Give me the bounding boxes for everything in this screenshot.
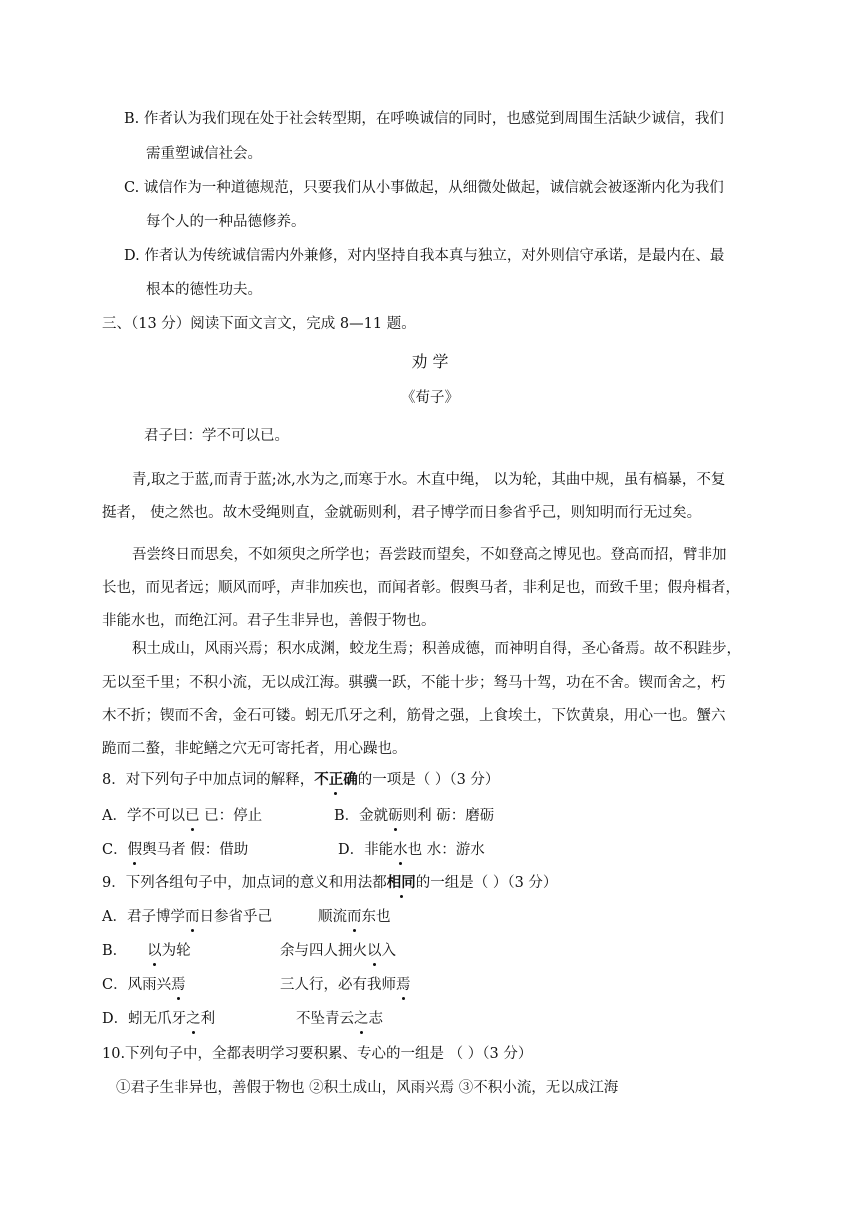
option-c-line-1: C. 诚信作为一种道德规范，只要我们从小事做起，从细微处做起，诚信就会被逐渐内化为我们 [124, 180, 724, 196]
option-text: 不坠青云 [296, 1011, 354, 1027]
option-text: 顺流 [318, 909, 347, 925]
paragraph-4-line-3: 木不折；锲而不舍，金石可镂。蚓无爪牙之利，筋骨之强，上食埃土，下饮黄泉，用心一也。蟹六 [102, 708, 726, 724]
paragraph-3-line-1: 吾尝终日而思矣，不如须臾之所学也；吾尝跂而望矣，不如登高之博见也。登高而招，臂非加 [132, 547, 727, 563]
question-8 [102, 770, 499, 790]
option-d-line-1: D. 作者认为传统诚信需内外兼修，对内坚持自我本真与独立，对外则信守承诺，是最内在、最 [124, 248, 725, 264]
question-9-text-a: 9．下列各组句子中，加点词的意义和用法都 [102, 875, 387, 891]
question-10: 10.下列句子中，全都表明学习要积累、专心的一组是 （ ）（3 分） [102, 1046, 533, 1062]
option-text: D．非能 [338, 842, 394, 858]
dotted-word: 而 [347, 909, 362, 925]
question-9 [102, 873, 557, 893]
dotted-word: 以 [147, 943, 162, 959]
dotted-word: 焉 [396, 977, 411, 993]
passage-author: 《荀子》 [401, 390, 459, 406]
question-8-emphasis: 不正确 [314, 771, 358, 788]
question-9-emphasis: 相同 [386, 874, 416, 891]
question-9-option-a-left [102, 907, 272, 927]
option-c-line-2: 每个人的一种品德修养。 [146, 214, 306, 230]
option-b-line-1: B. 作者认为我们现在处于社会转型期，在呼唤诚信的同时，也感觉到周围生活缺少诚信，我们 [124, 111, 724, 127]
paragraph-4-line-1: 积土成山，风雨兴焉；积水成渊，蛟龙生焉；积善成德，而神明自得，圣心备焉。故不积跬步， [132, 641, 741, 657]
question-9-option-c-right [280, 975, 411, 995]
paragraph-4-line-4: 跪而二螯，非蛇鳝之穴无可寄托者，用心躁也。 [102, 741, 407, 757]
option-text: 日参省乎己 [199, 909, 272, 925]
option-text: 东也 [361, 909, 391, 925]
paragraph-1: 君子曰：学不可以已。 [144, 428, 289, 444]
option-text: A．君子博学 [102, 909, 185, 925]
dotted-word: 之 [186, 1011, 201, 1027]
question-9-option-c-left [102, 975, 186, 995]
paragraph-2-line-2: 挺者， 使之然也。故木受绳则直，金就砺则利，君子博学而日参省乎己，则知明而行无过矣。 [102, 505, 702, 521]
option-text: A．学不可以 [102, 808, 185, 824]
option-text: 余与四人拥火 [280, 943, 367, 959]
option-text: 志 [368, 1011, 383, 1027]
dotted-word: 假 [127, 842, 143, 858]
dotted-word: 之 [354, 1011, 369, 1027]
question-9-option-b-left [102, 941, 191, 961]
question-8-text-c: 的一项是（ ）（3 分） [357, 772, 500, 788]
question-9-option-b-right [280, 941, 396, 961]
question-8-option-d [338, 840, 485, 860]
question-9-option-a-right [318, 907, 391, 927]
section-3-heading: 三、（13 分）阅读下面文言文，完成 8—11 题。 [102, 316, 416, 332]
passage-title: 劝 学 [411, 352, 449, 371]
paragraph-3-line-3: 非能水也，而绝江河。君子生非异也，善假于物也。 [102, 613, 436, 629]
question-9-option-d-left [102, 1009, 215, 1029]
option-d-line-2: 根本的德性功夫。 [146, 282, 262, 298]
question-9-option-d-right [296, 1009, 383, 1029]
dotted-word: 而 [184, 909, 200, 925]
option-text: 为轮 [161, 943, 191, 959]
question-9-text-c: 的一组是（ ）（3 分） [415, 875, 558, 891]
paragraph-4-line-2: 无以至千里；不积小流，无以成江海。骐骥一跃，不能十步；驽马十驾，功在不舍。锲而舍之，朽 [102, 675, 726, 691]
option-text: C． [102, 842, 128, 858]
option-text: 舆马者 假：借助 [142, 842, 249, 858]
dotted-word: 水 [393, 842, 408, 858]
dotted-word: 以 [367, 943, 382, 959]
paragraph-2-line-1: 青,取之于蓝,而青于蓝;冰,水为之,而寒于水。木直中绳， 以为轮，其曲中规，虽有槁暴，不复 [132, 472, 726, 488]
option-text: 已：停止 [199, 808, 263, 824]
option-text: C．风雨兴 [102, 977, 172, 993]
paragraph-3-line-2: 长也，而见者远；顺风而呼，声非加疾也，而闻者彰。假舆马者，非利足也，而致千里；假舟楫者， [102, 580, 740, 596]
dotted-word: 砺 [388, 808, 403, 824]
option-text: 三人行，必有我师 [280, 977, 396, 993]
option-text: 入 [381, 943, 396, 959]
option-text: 也 水：游水 [407, 842, 485, 858]
option-text: 则利 砺：磨砺 [402, 808, 495, 824]
option-text: B．金就 [334, 808, 389, 824]
option-text: D．蚓无爪牙 [102, 1011, 187, 1027]
question-8-option-c [102, 840, 248, 860]
question-8-text-a: 8．对下列句子中加点词的解释， [102, 772, 315, 788]
question-8-option-a [102, 806, 262, 826]
dotted-word: 焉 [171, 977, 186, 993]
option-b-line-2: 需重塑诚信社会。 [146, 146, 262, 162]
question-10-items: ①君子生非异也，善假于物也 ②积土成山，风雨兴焉 ③不积小流，无以成江海 [116, 1080, 619, 1096]
dotted-word: 已 [184, 808, 200, 824]
option-text: 利 [200, 1011, 216, 1027]
option-text: B． [102, 943, 128, 959]
question-8-option-b [334, 806, 494, 826]
